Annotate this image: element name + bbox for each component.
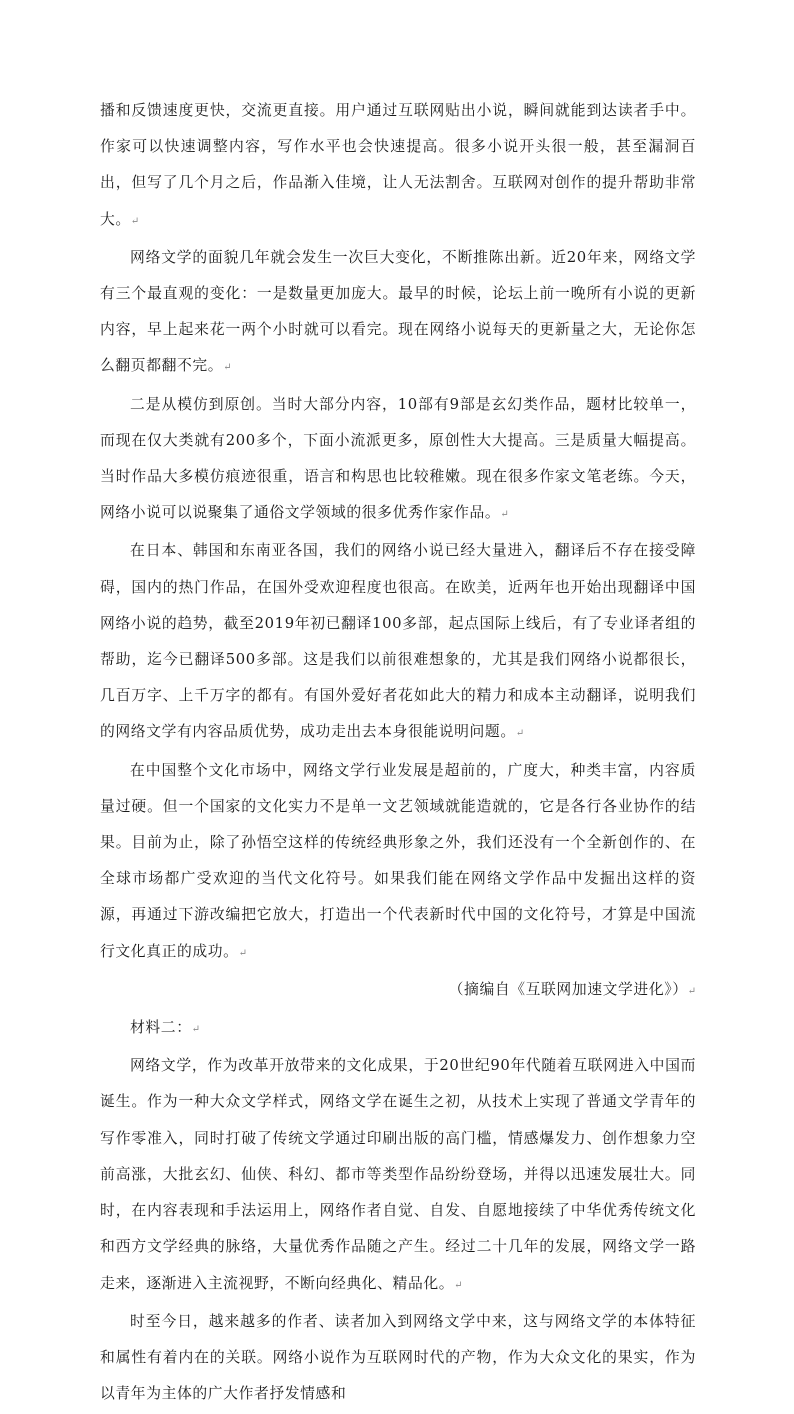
paragraph-text: 播和反馈速度更快，交流更直接。用户通过互联网贴出小说，瞬间就能到达读者手中。作家可以快速调整内容，写作水平也会快速提高。很多小说开头很一般，甚至漏洞百出，但写了几个月之后，作品渐入佳境，让人无法割舍。互联网对创作的提升帮助非常大。 (100, 102, 696, 228)
article-body (100, 93, 696, 1414)
paragraph-3 (100, 387, 696, 534)
paragraph-mark-icon: ↵ (223, 362, 232, 374)
paragraph-text: 在日本、韩国和东南亚各国，我们的网络小说已经大量进入，翻译后不存在接受障碍，国内的热门作品，在国外受欢迎程度也很高。在欧美，近两年也开始出现翻译中国网络小说的趋势，截至2019年初已翻译100多部，起点国际上线后，有了专业译者组的帮助，迄今已翻译500多部。这是我们以前很难想象的，尤其是我们网络小说都很长，几百万字、上千万字的都有。有国外爱好者花如此大的精力和成本主动翻译，说明我们的网络文学有内容品质优势，成功走出去本身很能说明问题。 (100, 542, 696, 741)
paragraph-mark-icon: ↵ (515, 728, 525, 740)
paragraph-text: 时至今日，越来越多的作者、读者加入到网络文学中来，这与网络文学的本体特征和属性有着内在的关联。网络小说作为互联网时代的产物，作为大众文化的果实，作为以青年为主体的广大作者抒发情感和 (100, 1312, 696, 1403)
paragraph-8 (100, 1304, 696, 1414)
paragraph-mark-icon: ↵ (687, 985, 696, 997)
citation-text: （摘编自《互联网加速文学进化》） (448, 980, 688, 998)
paragraph-text: 在中国整个文化市场中，网络文学行业发展是超前的，广度大，种类丰富，内容质量过硬。但一个国家的文化实力不是单一文艺领域就能造就的，它是各行各业协作的结果。目前为止，除了孙悟空这样的传统经典形象之外，我们还没有一个全新创作的、在全球市场都广受欢迎的当代文化符号。如果我们能在网络文学作品中发掘出这样的资源，再通过下游改编把它放大，打造出一个代表新时代中国的文化符号，才算是中国流行文化真正的成功。 (100, 761, 696, 960)
paragraph-2 (100, 240, 696, 387)
paragraph-1 (100, 93, 696, 240)
paragraph-text: 网络文学的面貌几年就会发生一次巨大变化，不断推陈出新。近20年来，网络文学有三个最直观的变化：一是数量更加庞大。最早的时候，论坛上前一晚所有小说的更新内容，早上起来花一两个小时就可以看完。现在网络小说每天的更新量之大，无论你怎么翻页都翻不完。 (100, 248, 696, 375)
paragraph-mark-icon: ↵ (454, 1279, 463, 1291)
paragraph-mark-icon: ↵ (500, 509, 509, 521)
paragraph-mark-icon: ↵ (191, 1024, 200, 1036)
heading-text: 材料二： (130, 1019, 192, 1037)
paragraph-mark-icon: ↵ (130, 215, 140, 227)
paragraph-text: 网络文学，作为改革开放带来的文化成果，于20世纪90年代随着互联网进入中国而诞生。作为一种大众文学样式，网络文学在诞生之初，从技术上实现了普通文学青年的写作零准入，同时打破了传统文学通过印刷出版的高门槛，情感爆发力、创作想象力空前高涨，大批玄幻、仙侠、科幻、都市等类型作品纷纷登场，并得以迅速发展壮大。同时，在内容表现和手法运用上，网络作者自觉、自发、自愿地接续了中华优秀传统文化和西方文学经典的脉络，大量优秀作品随之产生。经过二十几年的发展，网络文学一路走来，逐渐进入主流视野，不断向经典化、精品化。 (100, 1057, 696, 1292)
paragraph-7 (100, 1048, 696, 1303)
paragraph-mark-icon: ↵ (238, 947, 247, 959)
paragraph-4 (100, 533, 696, 752)
paragraph-5 (100, 753, 696, 972)
material-two-heading (100, 1010, 696, 1048)
source-citation (100, 972, 696, 1010)
paragraph-text: 二是从模仿到原创。当时大部分内容，10部有9部是玄幻类作品，题材比较单一，而现在仅大类就有200多个，下面小流派更多，原创性大大提高。三是质量大幅提高。当时作品大多模仿痕迹很重，语言和构思也比较稚嫩。现在很多作家文笔老练。今天，网络小说可以说聚集了通俗文学领域的很多优秀作家作品。 (100, 395, 696, 522)
